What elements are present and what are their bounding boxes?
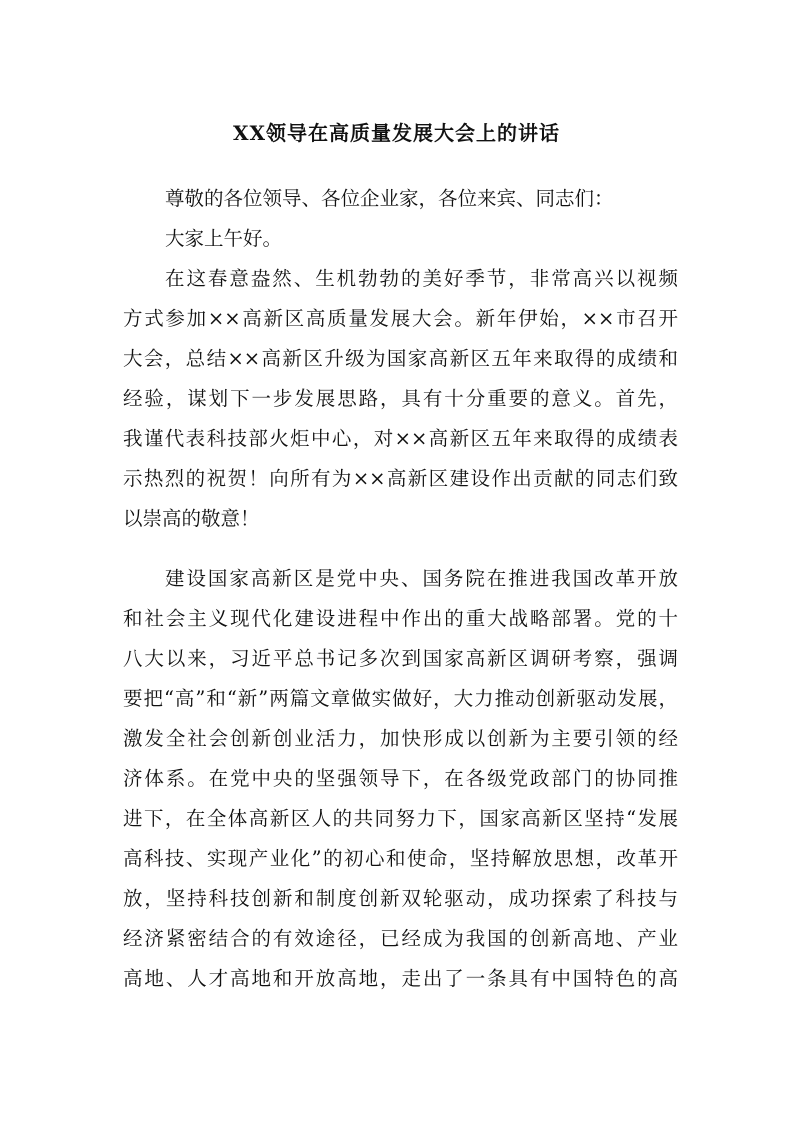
paragraph-line: 建设国家高新区是党中央、国务院在推进我国改革开放 <box>165 567 678 590</box>
paragraph-line: 要把“高”和“新”两篇文章做实做好，大力推动创新驱动发展， <box>123 687 678 710</box>
paragraph-line: 激发全社会创新创业活力，加快形成以创新为主要引领的经 <box>123 727 678 750</box>
paragraph-line: 以崇高的敬意！ <box>123 507 260 530</box>
paragraph-line: 经济紧密结合的有效途径，已经成为我国的创新高地、产业 <box>123 927 678 950</box>
paragraph-line: 高地、人才高地和开放高地，走出了一条具有中国特色的高 <box>123 967 678 990</box>
paragraph-line: 放，坚持科技创新和制度创新双轮驱动，成功探索了科技与 <box>123 887 678 910</box>
paragraph-line: 大会，总结××高新区升级为国家高新区五年来取得的成绩和 <box>123 347 678 370</box>
paragraph-line: 济体系。在党中央的坚强领导下，在各级党政部门的协同推 <box>123 767 678 790</box>
paragraph-line: 经验，谋划下一步发展思路，具有十分重要的意义。首先， <box>123 387 678 410</box>
paragraph-line: 我谨代表科技部火炬中心，对××高新区五年来取得的成绩表 <box>123 427 678 450</box>
paragraph-line: 在这春意盎然、生机勃勃的美好季节，非常高兴以视频 <box>165 267 678 290</box>
document-title: XX领导在高质量发展大会上的讲话 <box>232 121 561 145</box>
paragraph-line: 八大以来，习近平总书记多次到国家高新区调研考察，强调 <box>123 647 678 670</box>
paragraph-line: 进下，在全体高新区人的共同努力下，国家高新区坚持“发展 <box>123 807 678 830</box>
paragraph-line: 示热烈的祝贺！向所有为××高新区建设作出贡献的同志们致 <box>123 467 678 490</box>
salutation-line: 尊敬的各位领导、各位企业家，各位来宾、同志们： <box>165 187 614 210</box>
paragraph-line: 方式参加××高新区高质量发展大会。新年伊始，××市召开 <box>123 307 678 330</box>
paragraph-line: 和社会主义现代化建设进程中作出的重大战略部署。党的十 <box>123 607 678 630</box>
greeting-line: 大家上午好。 <box>165 227 283 250</box>
paragraph-line: 高科技、实现产业化”的初心和使命，坚持解放思想，改革开 <box>123 847 678 870</box>
